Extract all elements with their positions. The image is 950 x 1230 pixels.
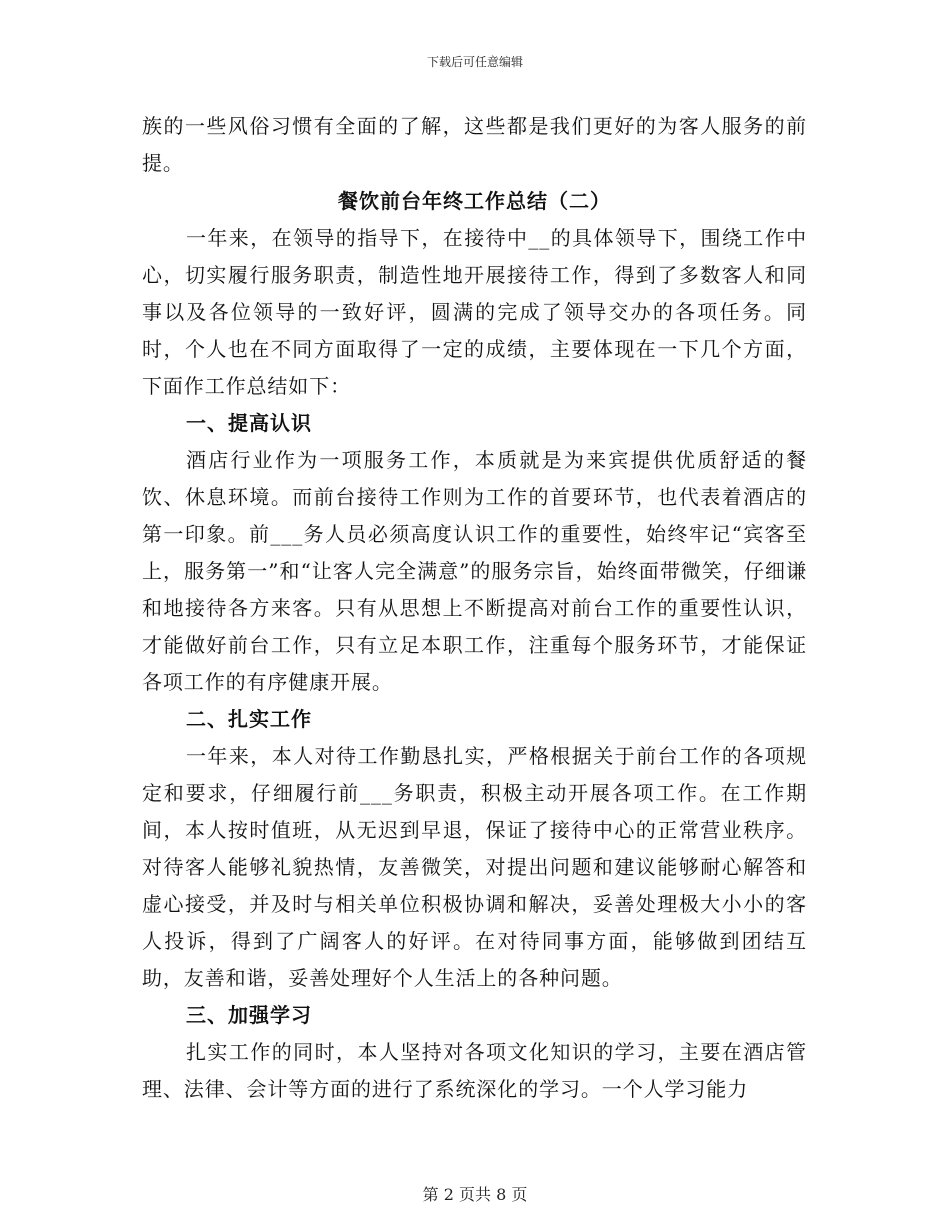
section-text-2: 一年来，本人对待工作勤恳扎实，严格根据关于前台工作的各项规定和要求，仔细履行前___务职责，积极主动开展各项工作。在工作期间，本人按时值班，从无迟到早退，保证了接待中心的正常营业秩序。对待客人能够礼貌热情，友善微笑，对提出问题和建议能够耐心解答和虚心接受，并及时与相关单位积极协调和解决，妥善处理极大小小的客人投诉，得到了广阔客人的好评。在对待同事方面，能够做到团结互助，友善和谐，妥善处理好个人生活上的各种问题。 — [142, 744, 807, 990]
document-body — [142, 108, 807, 1108]
opening-paragraph: 族的一些风俗习惯有全面的了解，这些都是我们更好的为客人服务的前提。 — [142, 114, 807, 175]
section-heading-3: 三、加强学习 — [186, 1003, 312, 1027]
page-header: 下载后可任意编辑 — [426, 55, 523, 69]
intro-paragraph: 一年来，在领导的指导下，在接待中__的具体领导下，围绕工作中心，切实履行服务职责，制造性地开展接待工作，得到了多数客人和同事以及各位领导的一致好评，圆满的完成了领导交办的各项任务。同时，个人也在不同方面取得了一定的成绩，主要体现在一下几个方面，下面作工作总结如下： — [142, 226, 807, 398]
page-number: 第 2 页共 8 页 — [422, 1185, 528, 1204]
section-text-3: 扎实工作的同时，本人坚持对各项文化知识的学习，主要在酒店管理、法律、会计等方面的进行了系统深化的学习。一个人学习能力 — [142, 1040, 807, 1101]
document-title: 餐饮前台年终工作总结（二） — [338, 189, 611, 213]
section-heading-2: 二、扎实工作 — [186, 707, 312, 731]
section-heading-1: 一、提高认识 — [186, 411, 312, 435]
section-text-1: 酒店行业作为一项服务工作，本质就是为来宾提供优质舒适的餐饮、休息环境。而前台接待工作则为工作的首要环节，也代表着酒店的第一印象。前___务人员必须高度认识工作的重要性，始终牢记“宾客至上，服务第一”和“让客人完全满意”的服务宗旨，始终面带微笑，仔细谦和地接待各方来客。只有从思想上不断提高对前台工作的重要性认识，才能做好前台工作，只有立足本职工作，注重每个服务环节，才能保证各项工作的有序健康开展。 — [142, 448, 807, 694]
